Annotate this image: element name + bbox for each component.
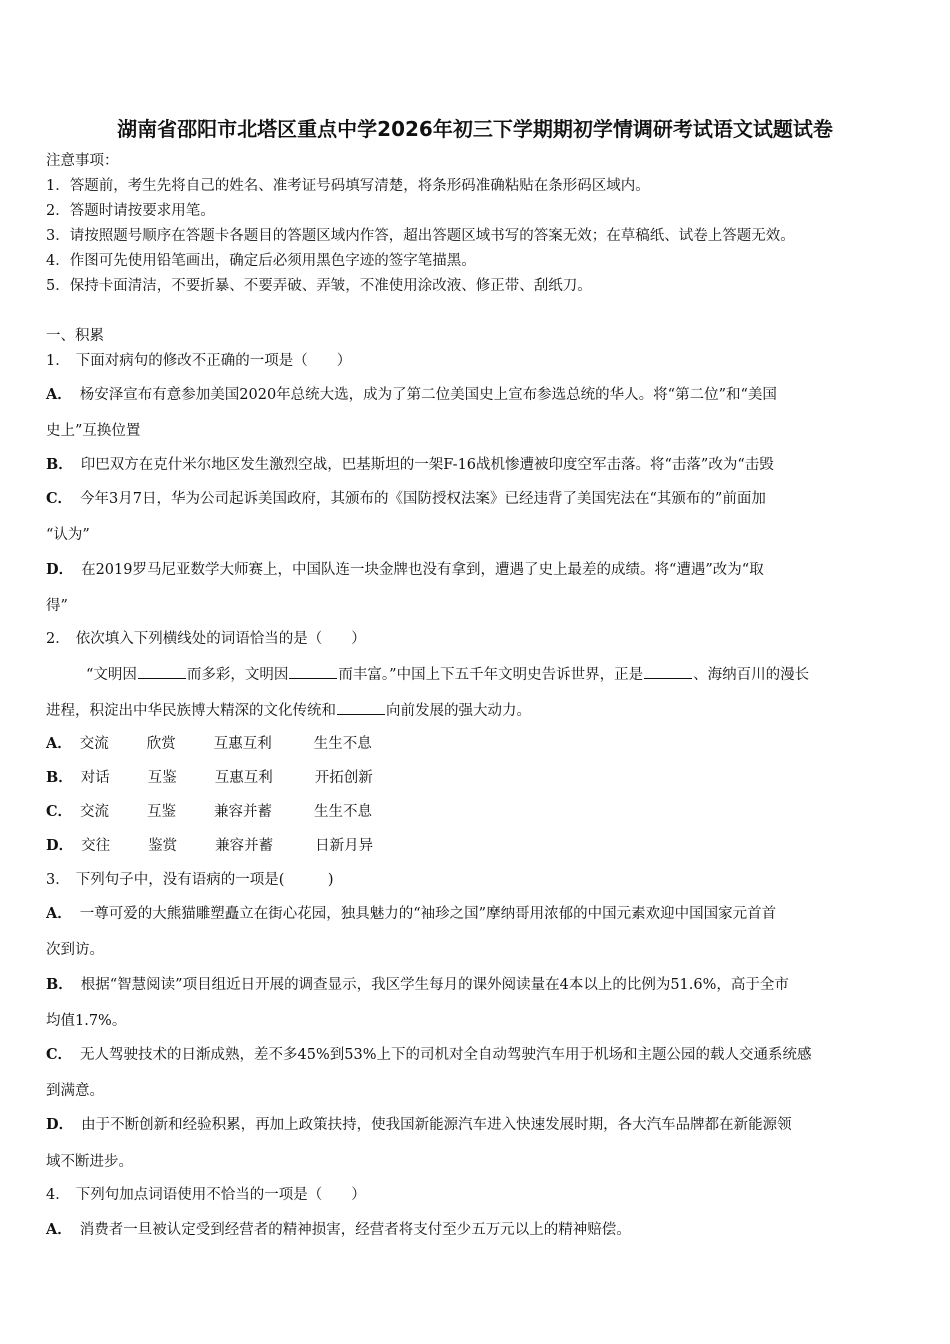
q2-text-part: 而丰富。”中国上下五千年文明史告诉世界，正是 [338, 667, 644, 683]
q1-stem-text: 下面对病句的修改不正确的一项是（ ） [75, 353, 352, 369]
notice-heading: 注意事项： [46, 153, 119, 169]
q2-passage-line-2 [46, 700, 531, 721]
q3-option-c-text: 无人驾驶技术的日渐成熟，差不多45%到53%上下的司机对全自动驾驶汽车用于机场和主题公园的载人交通系统感 [80, 1047, 812, 1063]
q2-option-word: 交流 [80, 804, 110, 820]
q2-stem [46, 629, 366, 649]
q1-option-a-cont: 史上”互换位置 [46, 423, 141, 439]
q2-option-word: 对话 [80, 770, 110, 786]
q3-option-b-cont: 均值1.7%。 [46, 1013, 127, 1029]
notice-item-1: 1．答题前，考生先将自己的姓名、准考证号码填写清楚，将条形码准确粘贴在条形码区域内。 [46, 178, 650, 194]
q2-option-word: 交流 [79, 736, 109, 752]
q2-option-word: 交往 [81, 838, 111, 854]
q2-passage-line-1 [86, 664, 809, 685]
q3-option-b-label: B． [46, 976, 73, 993]
q2-text-part: 而多彩，文明因 [186, 667, 289, 683]
notice-item-3: 3．请按照题号顺序在答题卡各题目的答题区域内作答，超出答题区域书写的答案无效；在草稿纸、试卷上答题无效。 [46, 228, 795, 244]
q2-option-c-label: C． [46, 803, 73, 820]
q2-option-word: 欣赏 [146, 736, 176, 752]
notice-item-5: 5．保持卡面清洁，不要折暴、不要弄破、弄皱，不准使用涂改液、修正带、刮纸刀。 [46, 278, 592, 294]
q4-stem [46, 1185, 366, 1205]
q3-option-a-text: 一尊可爱的大熊猫雕塑矗立在街心花园，独具魅力的“袖珍之国”摩纳哥用浓郁的中国元素欢迎中国国家元首首 [79, 906, 777, 922]
q1-option-a-label: A． [46, 386, 72, 403]
q2-text-part: “文明因 [86, 667, 137, 683]
q2-option-word: 日新月异 [315, 838, 374, 854]
q2-option-d [46, 836, 373, 856]
page-title: 湖南省邵阳市北塔区重点中学2026年初三下学期期初学情调研考试语文试题试卷 [117, 117, 833, 141]
q2-option-word: 互惠互利 [214, 770, 273, 786]
q3-option-a [46, 904, 776, 924]
q1-option-c [46, 489, 766, 509]
q3-stem [46, 870, 334, 890]
q3-stem-text: 下列句子中，没有语病的一项是( ) [75, 872, 334, 888]
q1-option-d [46, 560, 764, 580]
q2-option-a-label: A． [46, 735, 72, 752]
q2-text-part: 、海纳百川的漫长 [693, 667, 810, 683]
q2-option-word: 开拓创新 [314, 770, 373, 786]
q4-option-a-text: 消费者一旦被认定受到经营者的精神损害，经营者将支付至少五万元以上的精神赔偿。 [79, 1222, 631, 1238]
q2-option-d-label: D． [46, 837, 74, 854]
fill-blank [644, 664, 692, 679]
q3-option-d-label: D． [46, 1116, 74, 1133]
q1-stem [46, 351, 351, 371]
q4-number: 4． [46, 1187, 70, 1203]
q4-stem-text: 下列句加点词语使用不恰当的一项是（ ） [75, 1187, 366, 1203]
q2-option-word: 互鉴 [147, 770, 177, 786]
notice-item-2: 2．答题时请按要求用笔。 [46, 203, 215, 219]
q3-option-c [46, 1045, 812, 1065]
q3-option-d-cont: 域不断进步。 [46, 1154, 133, 1170]
fill-blank [289, 664, 337, 679]
q1-option-d-cont: 得” [46, 598, 68, 614]
fill-blank [138, 664, 186, 679]
q1-option-a-text: 杨安泽宣布有意参加美国2020年总统大选，成为了第二位美国史上宣布参选总统的华人。将“第二位”和“美国 [79, 387, 777, 403]
q1-option-b-label: B． [46, 456, 73, 473]
q2-option-b [46, 768, 373, 788]
q2-option-word: 鉴赏 [148, 838, 178, 854]
q3-option-c-cont: 到满意。 [46, 1083, 104, 1099]
q4-option-a-label: A． [46, 1221, 72, 1238]
q3-option-b [46, 975, 789, 995]
q3-option-a-cont: 次到访。 [46, 942, 104, 958]
q1-option-c-cont: “认为” [46, 527, 90, 543]
q1-option-b-text: 印巴双方在克什米尔地区发生激烈空战，巴基斯坦的一架F-16战机惨遭被印度空军击落。将“击落”改为“击毁 [80, 457, 774, 473]
q3-number: 3． [46, 872, 70, 888]
q1-option-d-text: 在2019罗马尼亚数学大师赛上，中国队连一块金牌也没有拿到，遭遇了史上最差的成绩。将“遭遇”改为“取 [81, 562, 764, 578]
section-heading: 一、积累 [46, 328, 104, 344]
q2-stem-text: 依次填入下列横线处的词语恰当的是（ ） [75, 631, 366, 647]
q2-option-b-label: B． [46, 769, 73, 786]
q3-option-c-label: C． [46, 1046, 73, 1063]
q1-option-c-label: C． [46, 490, 73, 507]
q1-option-c-text: 今年3月7日，华为公司起诉美国政府，其颁布的《国防授权法案》已经违背了美国宪法在“其颁布的”前面加 [80, 491, 766, 507]
q2-option-word: 生生不息 [313, 736, 372, 752]
q2-number: 2． [46, 631, 70, 647]
q4-option-a [46, 1220, 631, 1240]
q2-text-part: 向前发展的强大动力。 [386, 703, 531, 719]
q2-option-c [46, 802, 372, 822]
q2-option-word: 生生不息 [314, 804, 373, 820]
q2-option-a [46, 734, 372, 754]
q3-option-a-label: A． [46, 905, 72, 922]
q1-option-b [46, 455, 774, 475]
fill-blank [337, 700, 385, 715]
q1-option-a [46, 385, 777, 405]
q2-option-word: 互惠互利 [213, 736, 272, 752]
q2-text-part: 进程，积淀出中华民族博大精深的文化传统和 [46, 703, 336, 719]
q3-option-d-text: 由于不断创新和经验积累，再加上政策扶持，使我国新能源汽车进入快速发展时期，各大汽车品牌都在新能源领 [81, 1117, 792, 1133]
q3-option-b-text: 根据“智慧阅读”项目组近日开展的调查显示，我区学生每月的课外阅读量在4本以上的比例为51.6%，高于全市 [80, 977, 789, 993]
q2-option-word: 互鉴 [147, 804, 177, 820]
q2-option-word: 兼容并蓄 [214, 804, 273, 820]
q3-option-d [46, 1115, 792, 1135]
q1-number: 1． [46, 353, 70, 369]
notice-item-4: 4．作图可先使用铅笔画出，确定后必须用黑色字迹的签字笔描黑。 [46, 253, 476, 269]
q2-option-word: 兼容并蓄 [215, 838, 274, 854]
q1-option-d-label: D． [46, 561, 74, 578]
